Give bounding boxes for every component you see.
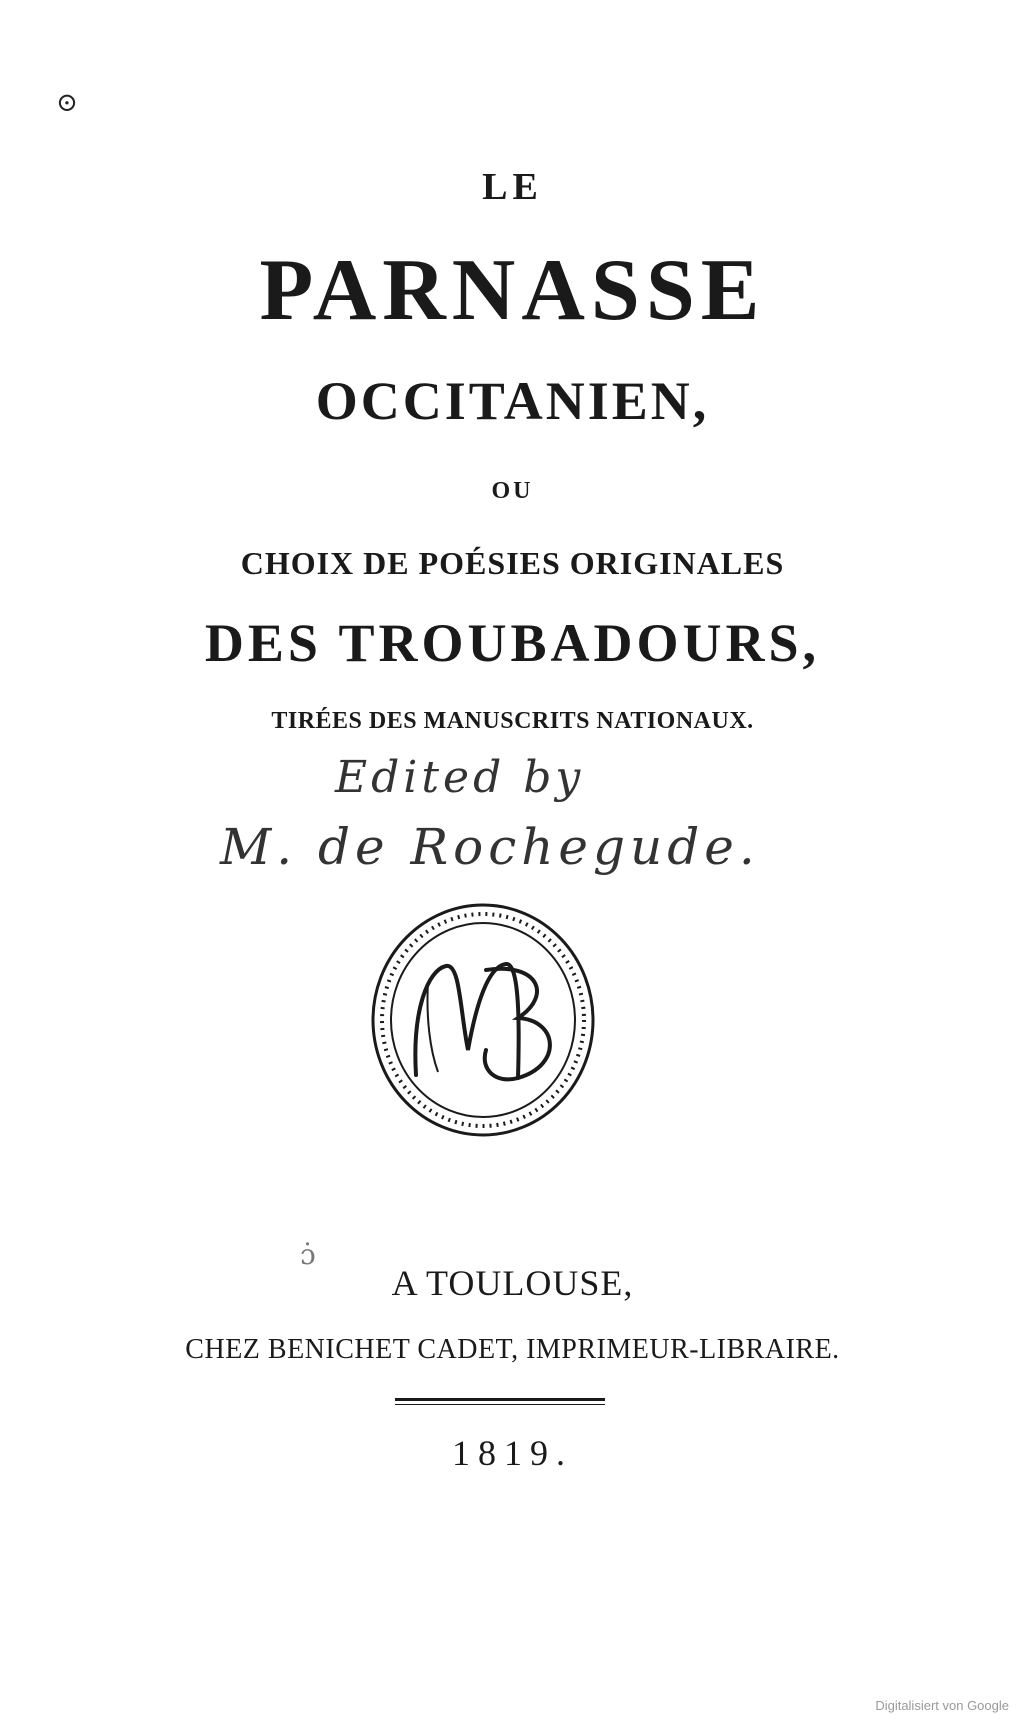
monogram-stamp: [368, 900, 598, 1140]
digitization-credit: Digitalisiert von Google: [875, 1698, 1009, 1713]
library-mark: ⊙: [56, 88, 78, 118]
imprint-year: 1819.: [452, 1433, 573, 1473]
title-source: TIRÉES DES MANUSCRITS NATIONAUX.: [271, 708, 754, 734]
title-subtitle: OCCITANIEN,: [315, 371, 710, 431]
title-conjunction: OU: [491, 478, 534, 504]
title-description: CHOIX DE POÉSIES ORIGINALES: [240, 545, 785, 581]
double-rule-divider: [395, 1398, 605, 1408]
pencil-mark: ɔ̇: [300, 1238, 316, 1271]
title-troubadours: DES TROUBADOURS,: [204, 613, 821, 673]
handwritten-editor-name: M. de Rochegude.: [220, 818, 760, 876]
handwritten-edited-by: Edited by: [335, 752, 585, 803]
title-main: PARNASSE: [259, 242, 766, 339]
imprint-publisher: CHEZ BENICHET CADET, IMPRIMEUR-LIBRAIRE.: [185, 1334, 840, 1365]
imprint-place: A TOULOUSE,: [391, 1263, 634, 1303]
title-article: LE: [482, 166, 543, 208]
